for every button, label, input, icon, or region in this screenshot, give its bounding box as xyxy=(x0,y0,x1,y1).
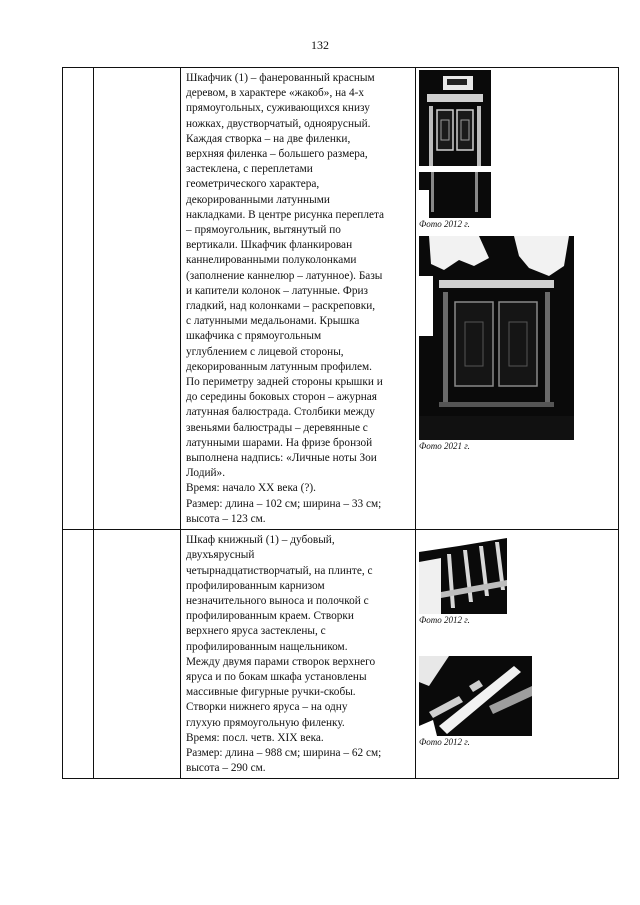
number-cell xyxy=(63,530,94,779)
name-cell xyxy=(94,530,181,779)
description-line: латунными шарами. На фризе бронзой xyxy=(186,436,373,449)
description-line: Между двумя парами створок верхнего xyxy=(186,655,376,668)
description-line: вертикали. Шкафчик фланкирован xyxy=(186,239,353,252)
photos-cell xyxy=(416,530,619,779)
name-cell xyxy=(94,68,181,530)
size-line: Размер: длина – 988 см; ширина – 62 см; xyxy=(186,746,382,759)
description-line: каннелированными полуколонками xyxy=(186,254,357,267)
table-row xyxy=(63,68,619,530)
description-line: Шкафчик (1) – фанерованный красным xyxy=(186,72,375,84)
description-line: выполнена надпись: «Личные ноты Зои xyxy=(186,452,377,465)
photo-bookcase-2012-image xyxy=(419,532,507,614)
description-line: ножках, двустворчатый, одноярусный. xyxy=(186,117,371,130)
description-line: яруса и по бокам шкафа установлены xyxy=(186,670,367,683)
description-line: По периметру задней стороны крышки и xyxy=(186,376,383,389)
description-line: латунная балюстрада. Столбики между xyxy=(186,406,375,419)
description-cell xyxy=(181,530,416,779)
time-line: Время: начало ХХ века (?). xyxy=(186,482,316,495)
description-line: массивные фигурные ручки-скобы. xyxy=(186,686,356,699)
photo-cabinet-2012-image xyxy=(419,70,491,218)
description-line: профилированным краем. Створки xyxy=(186,610,354,623)
photo-cabinet-2021 xyxy=(419,236,574,440)
photos-cell xyxy=(416,68,619,530)
description-line: деревом, в характере «жакоб», на 4-х xyxy=(186,87,365,100)
description-line: прямоугольных, суживающихся книзу xyxy=(186,102,370,115)
number-cell xyxy=(63,68,94,530)
description-line: двухъярусный xyxy=(186,549,255,562)
size-line: высота – 123 см. xyxy=(186,512,266,525)
photo-caption: Фото 2012 г. xyxy=(419,737,470,748)
table-row xyxy=(63,530,619,779)
size-line: Размер: длина – 102 см; ширина – 33 см; xyxy=(186,497,382,510)
description-line: профилированным нащельником. xyxy=(186,640,348,653)
inventory-table xyxy=(62,67,619,779)
description-cell xyxy=(181,68,416,530)
photo-caption: Фото 2012 г. xyxy=(419,615,470,626)
page-number: 132 xyxy=(311,38,329,52)
photo-cabinet-2021-image xyxy=(419,236,574,440)
description-line: с латунными медальонами. Крышка xyxy=(186,315,360,328)
description-line: глухую прямоугольную филенку. xyxy=(186,716,345,729)
photo-bookcase-detail-2012 xyxy=(419,656,532,736)
description-line: профилированным карнизом xyxy=(186,579,325,592)
description-line: звеньями балюстрады – деревянные с xyxy=(186,421,368,434)
photo-block xyxy=(419,70,615,230)
description-line: до середины боковых сторон – ажурная xyxy=(186,391,377,404)
photo-bookcase-2012 xyxy=(419,532,507,614)
description-line: (заполнение каннелюр – латунное). Базы xyxy=(186,269,383,282)
description-line: – прямоугольник, вытянутый по xyxy=(186,224,341,237)
description-line: Лодий». xyxy=(186,467,226,480)
description-line: декорированным латунным профилем. xyxy=(186,360,372,373)
description-line: верхняя филенка – большего размера, xyxy=(186,148,368,161)
description-line: Створки нижнего яруса – на одну xyxy=(186,701,348,714)
photo-cabinet-2012 xyxy=(419,70,491,218)
description-line: гладкий, над колонками – раскреповки, xyxy=(186,300,376,313)
description-line: декорированными латунными xyxy=(186,193,330,206)
size-line: высота – 290 см. xyxy=(186,762,266,775)
description-line: накладками. В центре рисунка переплета xyxy=(186,208,385,221)
description-line: Шкаф книжный (1) – дубовый, xyxy=(186,534,335,547)
description-line: незначительного выноса и полочкой с xyxy=(186,594,369,607)
description-line: углублением с лицевой стороны, xyxy=(186,345,344,358)
photo-caption: Фото 2021 г. xyxy=(419,441,470,451)
photo-block xyxy=(419,656,615,748)
photo-block xyxy=(419,532,615,626)
description-line: и капители колонок – латунные. Фриз xyxy=(186,284,369,297)
description-line: Каждая створка – на две филенки, xyxy=(186,132,351,145)
photo-block xyxy=(419,236,615,452)
description-line: геометрического характера, xyxy=(186,178,320,191)
description-line: четырнадцатистворчатый, на плинте, с xyxy=(186,564,373,577)
photo-caption: Фото 2012 г. xyxy=(419,219,470,229)
description-line: застеклена, с переплетами xyxy=(186,163,313,176)
description-line: верхнего яруса застеклены, с xyxy=(186,625,326,638)
photo-bookcase-detail-2012-image xyxy=(419,656,532,736)
time-line: Время: посл. четв. XIX века. xyxy=(186,731,324,744)
description-line: шкафчика с прямоугольным xyxy=(186,330,322,343)
